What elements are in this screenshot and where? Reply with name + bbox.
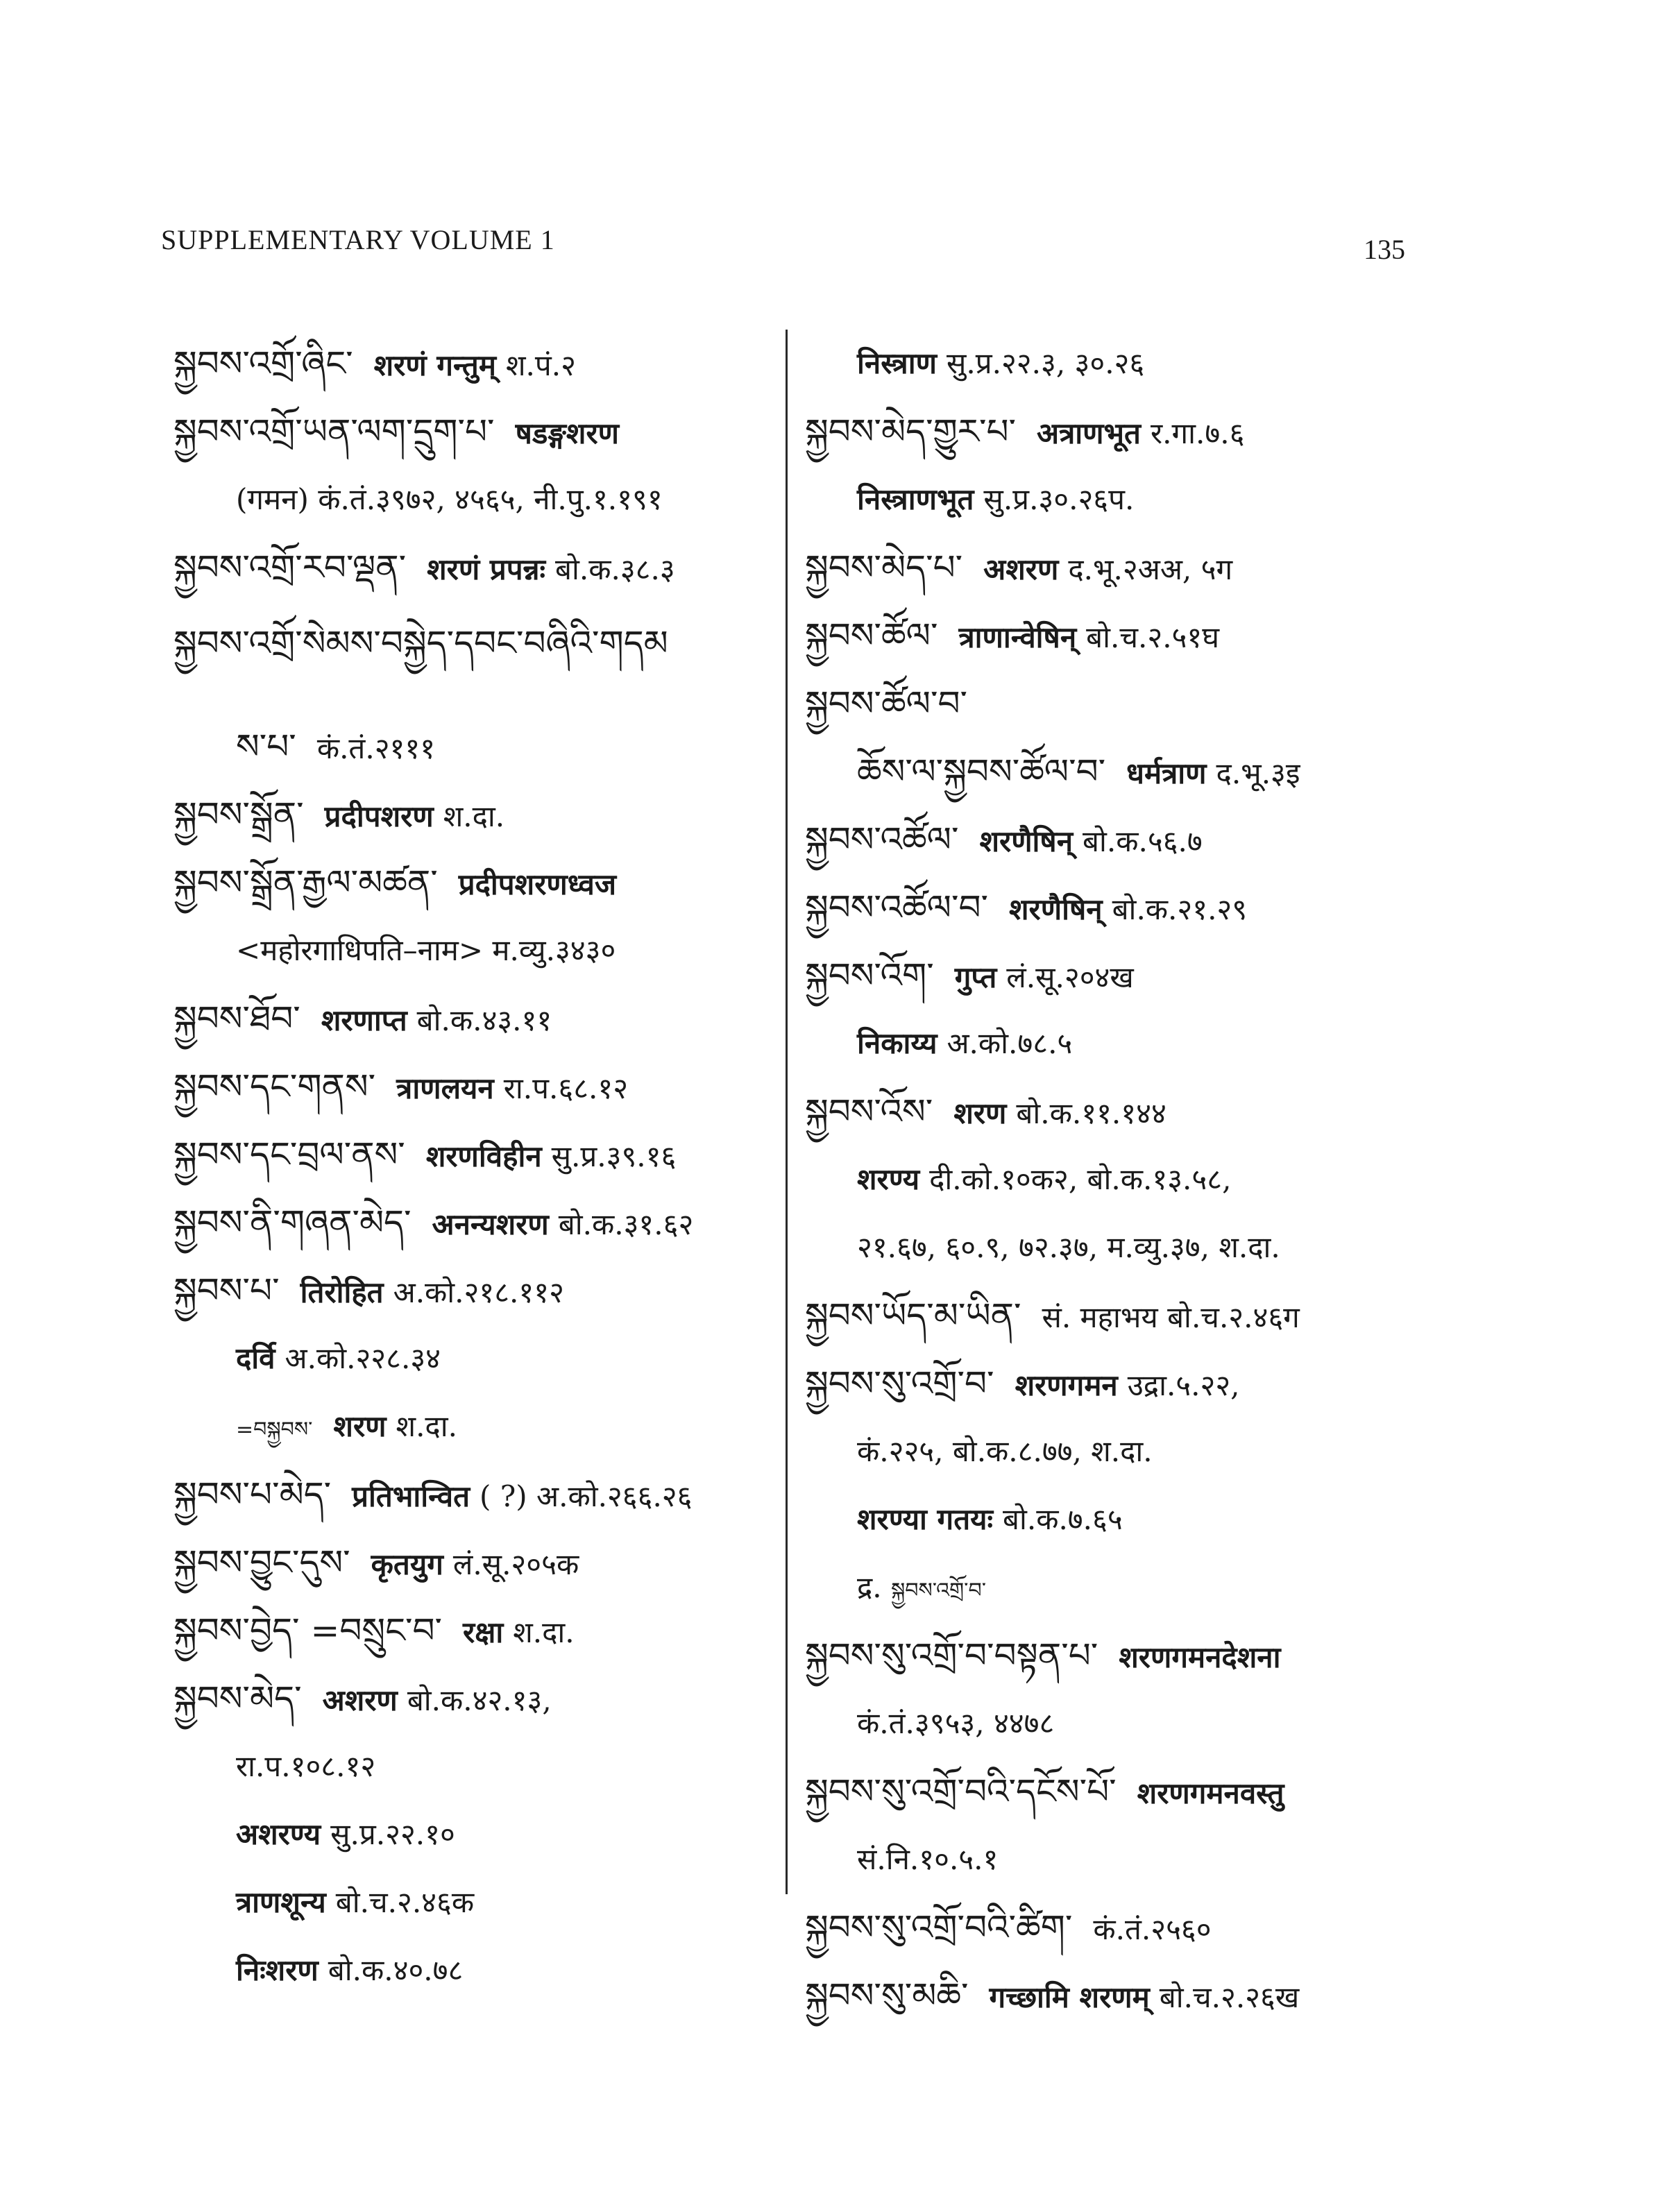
reference: श.दा.: [396, 1409, 457, 1443]
sanskrit-term: शरणाप्त: [321, 1003, 407, 1037]
tibetan-term: སྐྱབས་དང་བྲལ་ནས་: [173, 1134, 405, 1175]
reference: बो.क.७.६५: [1002, 1502, 1123, 1536]
entry-line: [805, 1214, 1506, 1282]
tibetan-term: སྐྱབས་འགྲོ་རབ་ལྡན་: [173, 547, 407, 588]
sanskrit-term: शरणं गन्तुम्: [373, 348, 496, 382]
reference: श.पं.२: [505, 348, 576, 382]
reference: सं.नि.१०.५.१: [857, 1842, 999, 1876]
reference: र.गा.७.६: [1150, 416, 1245, 450]
sanskrit-term: दर्वि: [236, 1341, 275, 1375]
tibetan-term: སྐྱབས་མེད་གྱུར་པ་: [805, 411, 1016, 452]
sanskrit-term: गुप्त: [954, 960, 997, 994]
entry-line: [173, 534, 777, 602]
sanskrit-term: तिरोहित: [300, 1275, 384, 1309]
entry-line: [173, 1053, 777, 1121]
tibetan-term: སྐྱབས་འཚོལ་བ་: [805, 887, 988, 928]
page-number: 135: [1364, 234, 1405, 265]
entry-line: [805, 398, 1506, 466]
entry-line: [173, 1597, 777, 1665]
tibetan-term: སྐྱབས་སུ་མཆི་: [805, 1975, 969, 2016]
entry-line: [805, 1554, 1506, 1622]
entry-line: [805, 942, 1506, 1010]
sanskrit-term: शरण्या गतयः: [857, 1502, 993, 1536]
reference: श.दा.: [443, 799, 505, 833]
entry-line: [173, 1733, 777, 1801]
reference: लं.सू.२०५क: [452, 1547, 579, 1581]
entry-line: [173, 466, 777, 534]
entry-line: [805, 1010, 1506, 1078]
entry-line: [805, 330, 1506, 398]
reference: द.भू.२अअ, ५ग: [1068, 552, 1233, 586]
reference: बो.क.४०.७८: [328, 1953, 464, 1987]
column-divider: [786, 330, 788, 1894]
entry-line: [805, 806, 1506, 874]
reference: २१.६७, ६०.९, ७२.३७, म.व्यु.३७, श.दा.: [857, 1230, 1280, 1264]
entry-line: [805, 1826, 1506, 1894]
tibetan-term: སྐྱབས་སུ་འགྲོ་བ་: [805, 1363, 994, 1404]
reference: बो.क.२१.२९: [1112, 892, 1248, 926]
entry-line: [173, 1257, 777, 1325]
tibetan-term: སྐྱབས་བྱུང་དུས་: [173, 1542, 350, 1583]
entry-line: [805, 1622, 1506, 1690]
reference: सु.प्र.२२.३, ३०.२६: [946, 346, 1145, 380]
entry-line: [173, 1461, 777, 1529]
entry-line: [173, 713, 777, 781]
tibetan-term: སྐྱབས་སུ་འགྲོ་བའི་ཚིག་: [805, 1907, 1073, 1948]
entry-line: [805, 1282, 1506, 1350]
reference: बो.च.२.५१घ: [1086, 620, 1220, 654]
tibetan-term: =བསྐྱབས་: [236, 1418, 313, 1442]
left-column: [173, 330, 777, 2005]
tibetan-term: སྐྱབས་སུ་འགྲོ་བའི་དངོས་པོ་: [805, 1771, 1117, 1812]
tibetan-term: སྐྱབས་ཡོད་མ་ཡིན་: [805, 1295, 1021, 1336]
sanskrit-term: निःशरण: [236, 1953, 319, 1987]
reference: (गमन) कं.तं.३९७२, ४५६५, नी.पु.१.१९१: [236, 482, 663, 516]
reference: श.दा.: [513, 1615, 575, 1649]
tibetan-term: ས་པ་: [236, 726, 296, 767]
reference: कं.तं.२५६०: [1093, 1912, 1212, 1946]
entry-line: [173, 398, 777, 466]
entry-line: [805, 1078, 1506, 1146]
entry-line: [173, 1801, 777, 1869]
reference: बो.क.११.१४४: [1016, 1096, 1166, 1130]
entry-line: [805, 1962, 1506, 2030]
sanskrit-term: शरणं प्रपन्नः: [427, 552, 546, 586]
reference: अ.को.२१८.११२: [393, 1275, 564, 1309]
reference: बो.क.५६.७: [1083, 824, 1203, 858]
tibetan-term: སྐྱབས་ཚོལ་བ་: [805, 683, 967, 724]
reference: बो.च.२.४६क: [335, 1885, 475, 1919]
reference: द.भू.३इ: [1216, 756, 1300, 790]
sanskrit-term: त्राणशून्य: [236, 1885, 326, 1919]
sanskrit-term: निकाय्य: [857, 1026, 937, 1060]
sanskrit-term: धर्मत्राण: [1126, 756, 1207, 790]
tibetan-term: སྐྱབས་འོས་: [805, 1091, 933, 1132]
entry-line: [805, 1894, 1506, 1962]
tibetan-term: སྐྱབས་སུ་འགྲོ་བ་བསྟན་པ་: [805, 1635, 1098, 1676]
sanskrit-term: शरण: [953, 1096, 1007, 1130]
tibetan-term: སྐྱབས་འགྲོ་ཡན་ལག་དྲུག་པ་: [173, 411, 495, 452]
sanskrit-term: अशरण्य: [236, 1817, 321, 1851]
sanskrit-term: शरणविहीन: [425, 1139, 542, 1173]
entry-line: [173, 1665, 777, 1733]
reference: कं.२२५, बो.क.८.७७, श.दा.: [857, 1434, 1153, 1468]
entry-line: [805, 602, 1506, 670]
tibetan-term: སྐྱབས་མེད་: [173, 1678, 302, 1719]
sanskrit-term: निस्त्राणभूत: [857, 482, 974, 516]
entry-line: [173, 985, 777, 1053]
entry-line: [173, 602, 777, 713]
tibetan-term: སྐྱབས་མེད་པ་: [805, 547, 963, 588]
sanskrit-term: शरण्य: [857, 1162, 920, 1196]
sanskrit-term: अशरण: [322, 1683, 398, 1717]
sanskrit-term: गच्छामि शरणम्: [989, 1980, 1150, 2014]
entry-line: [173, 1937, 777, 2005]
entry-line: [173, 1869, 777, 1937]
tibetan-term: སྐྱབས་འགྲོ་ཞིང་: [173, 343, 353, 384]
sanskrit-term: कृतयुग: [371, 1547, 443, 1581]
sanskrit-term: अनन्यशरण: [432, 1207, 549, 1241]
right-column: [805, 330, 1506, 2030]
reference: ( ?) अ.को.२६६.२६: [480, 1479, 693, 1513]
reference: सं. महाभय बो.च.२.४६ग: [1042, 1300, 1300, 1334]
sanskrit-term: शरण: [333, 1409, 387, 1443]
sanskrit-term: शरणैषिन्: [979, 824, 1074, 858]
reference: द्र.: [857, 1570, 882, 1604]
tibetan-term: ཆོས་ལ་སྐྱབས་ཚོལ་བ་: [857, 751, 1106, 792]
entry-line: [173, 849, 777, 917]
reference: कं.तं.२१११: [316, 731, 436, 765]
entry-line: [173, 781, 777, 849]
reference: बो.क.४२.१३,: [407, 1683, 552, 1717]
reference: सु.प्र.२२.१०: [330, 1817, 455, 1851]
sanskrit-term: त्राणलयन: [396, 1071, 494, 1105]
entry-line: [173, 1325, 777, 1393]
sanskrit-term: शरणगमन: [1015, 1368, 1118, 1402]
tibetan-term: སྐྱབས་ཐོབ་: [173, 998, 300, 1039]
tibetan-term: སྐྱབས་འགྲོ་བ་: [891, 1579, 986, 1603]
tibetan-term: སྐྱབས་པ་མེད་: [173, 1474, 332, 1515]
tibetan-term: སྐྱབས་པ་: [173, 1270, 280, 1311]
entry-line: [173, 1121, 777, 1189]
entry-line: [805, 1486, 1506, 1554]
reference: <महोरगाधिपति–नाम> म.व्यु.३४३०: [236, 933, 616, 967]
sanskrit-term: निस्त्राण: [857, 346, 937, 380]
reference: दी.को.१०क२, बो.क.१३.५८,: [929, 1162, 1232, 1196]
reference: बो.क.३१.६२: [558, 1207, 694, 1241]
entry-line: [805, 738, 1506, 806]
reference: रा.प.१०८.१२: [236, 1749, 376, 1783]
tibetan-term: སྐྱབས་སྒྲོན་རྒྱལ་མཚན་: [173, 862, 438, 903]
entry-line: [805, 874, 1506, 942]
entry-line: [173, 1529, 777, 1597]
tibetan-term: སྐྱབས་འགྲོ་སེམས་བསྐྱེད་དབང་བཞིའི་གདམ: [173, 623, 668, 663]
entry-line: [805, 1690, 1506, 1758]
reference: अ.को.७८.५: [947, 1026, 1073, 1060]
entry-line: [805, 1758, 1506, 1826]
sanskrit-term: शरणैषिन्: [1009, 892, 1103, 926]
reference: लं.सू.२०४ख: [1006, 960, 1134, 994]
sanskrit-term: अशरण: [983, 552, 1059, 586]
sanskrit-term: षडङ्गशरण: [515, 416, 619, 450]
entry-line: [805, 1146, 1506, 1214]
entry-line: [805, 534, 1506, 602]
tibetan-term: སྐྱབས་སྒྲོན་: [173, 794, 304, 835]
entry-line: [173, 330, 777, 398]
tibetan-term: སྐྱབས་འོག་: [805, 955, 934, 996]
sanskrit-term: रक्षा: [463, 1615, 504, 1649]
sanskrit-term: शरणगमनवस्तु: [1137, 1776, 1284, 1810]
entry-line: [173, 1189, 777, 1257]
sanskrit-term: प्रदीपशरण: [324, 799, 434, 833]
reference: अ.को.२२८.३४: [285, 1341, 441, 1375]
entry-line: [805, 466, 1506, 534]
entry-line: [173, 1393, 777, 1461]
sanskrit-term: प्रदीपशरणध्वज: [458, 867, 617, 901]
reference: बो.च.२.२६ख: [1159, 1980, 1300, 2014]
entry-line: [805, 670, 1506, 738]
entry-line: [805, 1350, 1506, 1418]
tibetan-term: སྐྱབས་འཚོལ་: [805, 819, 959, 860]
tibetan-term: སྐྱབས་ནི་གཞན་མེད་: [173, 1202, 411, 1243]
reference: उद्रा.५.२२,: [1127, 1368, 1240, 1402]
sanskrit-term: त्राणान्वेषिन्: [958, 620, 1077, 654]
tibetan-term: སྐྱབས་བྱེད་ =བསྲུང་བ་: [173, 1610, 443, 1651]
page-header-title: SUPPLEMENTARY VOLUME 1: [161, 224, 555, 255]
reference: सु.प्र.३९.१६: [551, 1139, 677, 1173]
reference: सु.प्र.३०.२६प.: [983, 482, 1135, 516]
reference: रा.प.६८.१२: [503, 1071, 629, 1105]
reference: बो.क.३८.३: [555, 552, 675, 586]
tibetan-term: སྐྱབས་དང་གནས་: [173, 1066, 376, 1107]
sanskrit-term: प्रतिभान्वित: [352, 1479, 470, 1513]
reference: कं.तं.३९५३, ४४७८: [857, 1706, 1055, 1740]
tibetan-term: སྐྱབས་ཚོལ་: [805, 615, 938, 656]
sanskrit-term: शरणगमनदेशना: [1119, 1640, 1281, 1674]
reference: बो.क.४३.११: [416, 1003, 552, 1037]
sanskrit-term: अत्राणभूत: [1037, 416, 1141, 450]
entry-line: [805, 1418, 1506, 1486]
entry-line: [173, 917, 777, 985]
